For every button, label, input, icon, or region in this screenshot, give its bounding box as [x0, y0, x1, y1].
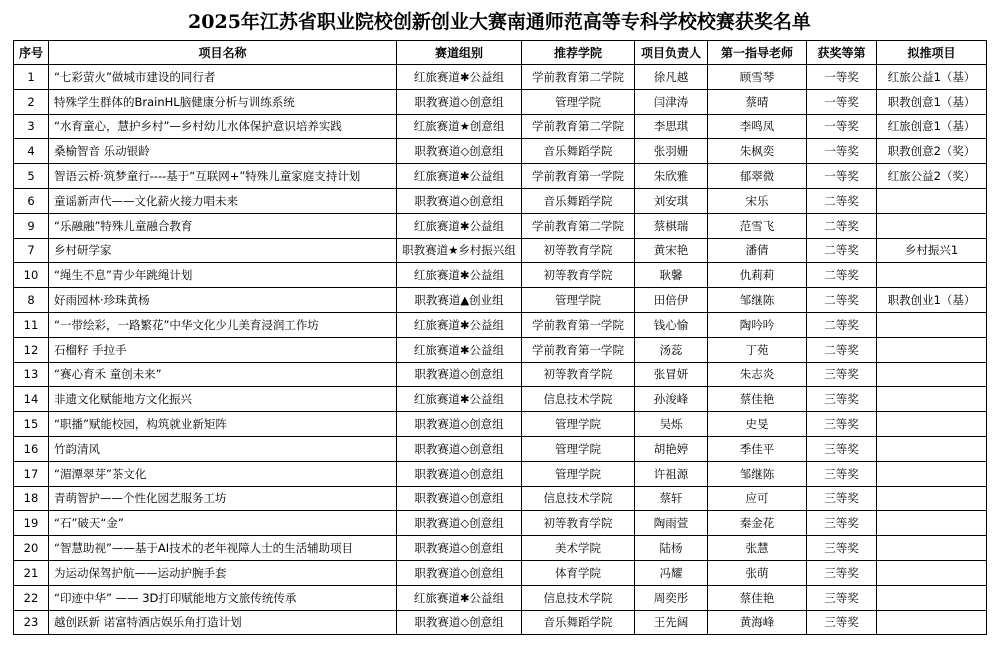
cell-recommend [877, 213, 987, 238]
cell-award: 二等奖 [807, 238, 877, 263]
table-row [14, 288, 987, 313]
cell-advisor: 邹继陈 [708, 461, 807, 486]
cell-name: 好雨园林·珍珠黄杨 [49, 288, 397, 313]
cell-leader: 许祖源 [635, 461, 708, 486]
cell-award: 三等奖 [807, 585, 877, 610]
cell-name: 童谣新声代——文化薪火接力唱未来 [49, 188, 397, 213]
cell-track: 红旅赛道★创意组 [397, 114, 522, 139]
cell-name: 乡村研学家 [49, 238, 397, 263]
cell-advisor: 潘倩 [708, 238, 807, 263]
cell-track: 红旅赛道✱公益组 [397, 164, 522, 189]
cell-name: “职播”赋能校园，构筑就业新矩阵 [49, 412, 397, 437]
cell-no: 14 [14, 387, 49, 412]
cell-college: 音乐舞蹈学院 [522, 610, 635, 635]
cell-advisor: 仇莉莉 [708, 263, 807, 288]
cell-no: 4 [14, 139, 49, 164]
table-row [14, 610, 987, 635]
cell-leader: 朱欣雅 [635, 164, 708, 189]
cell-leader: 张羽姗 [635, 139, 708, 164]
cell-leader: 耿馨 [635, 263, 708, 288]
cell-leader: 张冒妍 [635, 362, 708, 387]
cell-advisor: 郁翠微 [708, 164, 807, 189]
cell-name: “水育童心，慧护乡村”—乡村幼儿水体保护意识培养实践 [49, 114, 397, 139]
cell-leader: 胡艳婷 [635, 436, 708, 461]
table-row [14, 114, 987, 139]
cell-recommend [877, 387, 987, 412]
cell-college: 初等教育学院 [522, 362, 635, 387]
table-row [14, 238, 987, 263]
cell-recommend: 职教创业1（基） [877, 288, 987, 313]
cell-name: “赛心育禾 童创未来” [49, 362, 397, 387]
cell-recommend: 职教创意1（基） [877, 89, 987, 114]
header-track: 赛道组别 [397, 41, 522, 65]
header-project-name: 项目名称 [49, 41, 397, 65]
cell-college: 音乐舞蹈学院 [522, 139, 635, 164]
cell-no: 5 [14, 164, 49, 189]
cell-college: 管理学院 [522, 436, 635, 461]
table-row [14, 337, 987, 362]
cell-track: 职教赛道◇创意组 [397, 188, 522, 213]
cell-advisor: 邹继陈 [708, 288, 807, 313]
cell-college: 管理学院 [522, 461, 635, 486]
cell-advisor: 应可 [708, 486, 807, 511]
cell-college: 信息技术学院 [522, 486, 635, 511]
cell-award: 一等奖 [807, 89, 877, 114]
cell-recommend [877, 585, 987, 610]
cell-advisor: 陶吟吟 [708, 312, 807, 337]
cell-advisor: 张萌 [708, 560, 807, 585]
cell-recommend [877, 436, 987, 461]
cell-college: 信息技术学院 [522, 585, 635, 610]
document-title: 2025年江苏省职业院校创新创业大赛南通师范高等专科学校校赛获奖名单 [188, 11, 811, 33]
cell-award: 一等奖 [807, 139, 877, 164]
cell-recommend [877, 511, 987, 536]
cell-track: 职教赛道◇创意组 [397, 560, 522, 585]
cell-no: 21 [14, 560, 49, 585]
table-row [14, 89, 987, 114]
cell-advisor: 史旻 [708, 412, 807, 437]
cell-track: 职教赛道◇创意组 [397, 536, 522, 561]
cell-track: 职教赛道★乡村振兴组 [397, 238, 522, 263]
award-list-table [13, 40, 987, 635]
cell-track: 红旅赛道✱公益组 [397, 312, 522, 337]
header-no: 序号 [14, 41, 49, 65]
cell-award: 二等奖 [807, 188, 877, 213]
cell-recommend [877, 263, 987, 288]
cell-name: “湄潭翠芽”茶文化 [49, 461, 397, 486]
cell-name: “乐融融”特殊儿童融合教育 [49, 213, 397, 238]
cell-recommend [877, 560, 987, 585]
cell-college: 初等教育学院 [522, 238, 635, 263]
header-row [14, 41, 987, 65]
cell-award: 三等奖 [807, 362, 877, 387]
cell-college: 音乐舞蹈学院 [522, 188, 635, 213]
cell-award: 三等奖 [807, 387, 877, 412]
cell-college: 管理学院 [522, 89, 635, 114]
cell-name: “一带绘彩，一路繁花”中华文化少儿美育浸润工作坊 [49, 312, 397, 337]
cell-leader: 徐凡越 [635, 65, 708, 90]
cell-advisor: 李鸣凤 [708, 114, 807, 139]
header-award: 获奖等第 [807, 41, 877, 65]
header-college: 推荐学院 [522, 41, 635, 65]
cell-award: 三等奖 [807, 412, 877, 437]
cell-recommend [877, 412, 987, 437]
cell-recommend [877, 337, 987, 362]
table-row [14, 412, 987, 437]
cell-award: 三等奖 [807, 461, 877, 486]
header-leader: 项目负责人 [635, 41, 708, 65]
cell-no: 6 [14, 188, 49, 213]
table-row [14, 362, 987, 387]
cell-advisor: 季佳平 [708, 436, 807, 461]
cell-award: 二等奖 [807, 337, 877, 362]
cell-college: 管理学院 [522, 412, 635, 437]
cell-advisor: 蔡晴 [708, 89, 807, 114]
cell-recommend: 红旅公益2（奖） [877, 164, 987, 189]
cell-leader: 孙浚峰 [635, 387, 708, 412]
cell-leader: 黄宋艳 [635, 238, 708, 263]
cell-advisor: 黄海峰 [708, 610, 807, 635]
cell-award: 二等奖 [807, 263, 877, 288]
cell-name: “七彩萤火”做城市建设的同行者 [49, 65, 397, 90]
cell-track: 职教赛道◇创意组 [397, 436, 522, 461]
table-row [14, 585, 987, 610]
cell-award: 一等奖 [807, 114, 877, 139]
cell-college: 学前教育第一学院 [522, 337, 635, 362]
cell-no: 18 [14, 486, 49, 511]
cell-track: 职教赛道▲创业组 [397, 288, 522, 313]
cell-leader: 李思琪 [635, 114, 708, 139]
cell-award: 二等奖 [807, 312, 877, 337]
cell-name: 为运动保驾护航——运动护腕手套 [49, 560, 397, 585]
cell-name: 越创跃新 诺富特酒店娱乐角打造计划 [49, 610, 397, 635]
cell-advisor: 秦金花 [708, 511, 807, 536]
cell-no: 13 [14, 362, 49, 387]
cell-no: 23 [14, 610, 49, 635]
cell-name: “石”破天“金” [49, 511, 397, 536]
cell-recommend [877, 461, 987, 486]
cell-advisor: 丁苑 [708, 337, 807, 362]
table-row [14, 560, 987, 585]
cell-track: 职教赛道◇创意组 [397, 139, 522, 164]
cell-leader: 周奕彤 [635, 585, 708, 610]
cell-track: 职教赛道◇创意组 [397, 412, 522, 437]
cell-award: 三等奖 [807, 560, 877, 585]
cell-recommend: 乡村振兴1 [877, 238, 987, 263]
cell-advisor: 宋乐 [708, 188, 807, 213]
cell-college: 学前教育第一学院 [522, 164, 635, 189]
cell-name: 竹韵清风 [49, 436, 397, 461]
cell-advisor: 朱志炎 [708, 362, 807, 387]
cell-college: 初等教育学院 [522, 511, 635, 536]
cell-advisor: 顾雪琴 [708, 65, 807, 90]
cell-college: 管理学院 [522, 288, 635, 313]
cell-name: 石榴籽 手拉手 [49, 337, 397, 362]
cell-no: 3 [14, 114, 49, 139]
cell-advisor: 蔡佳艳 [708, 387, 807, 412]
cell-no: 2 [14, 89, 49, 114]
cell-college: 学前教育第二学院 [522, 114, 635, 139]
cell-college: 初等教育学院 [522, 263, 635, 288]
cell-name: “智慧助视”——基于AI技术的老年视障人士的生活辅助项目 [49, 536, 397, 561]
cell-no: 12 [14, 337, 49, 362]
cell-name: 非遗文化赋能地方文化振兴 [49, 387, 397, 412]
cell-name: 特殊学生群体的BrainHL脑健康分析与训练系统 [49, 89, 397, 114]
header-recommend: 拟推项目 [877, 41, 987, 65]
cell-leader: 钱心愉 [635, 312, 708, 337]
cell-no: 22 [14, 585, 49, 610]
table-row [14, 486, 987, 511]
cell-award: 三等奖 [807, 436, 877, 461]
cell-recommend [877, 536, 987, 561]
cell-advisor: 范雪飞 [708, 213, 807, 238]
cell-leader: 汤蕊 [635, 337, 708, 362]
table-row [14, 188, 987, 213]
cell-award: 三等奖 [807, 536, 877, 561]
cell-leader: 冯耀 [635, 560, 708, 585]
table-row [14, 436, 987, 461]
cell-no: 17 [14, 461, 49, 486]
table-row [14, 536, 987, 561]
cell-name: “绳生不息”青少年跳绳计划 [49, 263, 397, 288]
cell-name: “印迹中华” —— 3D打印赋能地方文旅传统传承 [49, 585, 397, 610]
cell-track: 红旅赛道✱公益组 [397, 263, 522, 288]
cell-no: 7 [14, 238, 49, 263]
cell-recommend [877, 312, 987, 337]
cell-track: 职教赛道◇创意组 [397, 486, 522, 511]
cell-college: 学前教育第二学院 [522, 65, 635, 90]
cell-award: 一等奖 [807, 164, 877, 189]
table-row [14, 213, 987, 238]
cell-leader: 蔡轩 [635, 486, 708, 511]
cell-recommend: 红旅公益1（基） [877, 65, 987, 90]
cell-college: 信息技术学院 [522, 387, 635, 412]
cell-no: 9 [14, 213, 49, 238]
table-header [14, 41, 987, 65]
table-row [14, 312, 987, 337]
cell-name: 青萌智护——个性化园艺服务工坊 [49, 486, 397, 511]
cell-recommend [877, 188, 987, 213]
cell-college: 学前教育第二学院 [522, 213, 635, 238]
cell-award: 三等奖 [807, 486, 877, 511]
table-row [14, 65, 987, 90]
table-row [14, 511, 987, 536]
cell-advisor: 蔡佳艳 [708, 585, 807, 610]
cell-award: 三等奖 [807, 511, 877, 536]
cell-leader: 吴烁 [635, 412, 708, 437]
cell-no: 20 [14, 536, 49, 561]
cell-leader: 王先阔 [635, 610, 708, 635]
cell-recommend: 职教创意2（奖） [877, 139, 987, 164]
cell-recommend: 红旅创意1（基） [877, 114, 987, 139]
table-row [14, 387, 987, 412]
cell-college: 学前教育第一学院 [522, 312, 635, 337]
header-advisor: 第一指导老师 [708, 41, 807, 65]
cell-no: 11 [14, 312, 49, 337]
cell-track: 职教赛道◇创意组 [397, 610, 522, 635]
cell-recommend [877, 362, 987, 387]
cell-track: 红旅赛道✱公益组 [397, 65, 522, 90]
cell-track: 红旅赛道✱公益组 [397, 337, 522, 362]
cell-leader: 闫津涛 [635, 89, 708, 114]
cell-track: 职教赛道◇创意组 [397, 362, 522, 387]
cell-leader: 陆杨 [635, 536, 708, 561]
cell-track: 职教赛道◇创意组 [397, 511, 522, 536]
cell-track: 红旅赛道✱公益组 [397, 387, 522, 412]
cell-no: 1 [14, 65, 49, 90]
cell-name: 智语云桥·筑梦童行----基于“互联网+”特殊儿童家庭支持计划 [49, 164, 397, 189]
cell-no: 10 [14, 263, 49, 288]
table-row [14, 461, 987, 486]
cell-award: 二等奖 [807, 288, 877, 313]
cell-college: 美术学院 [522, 536, 635, 561]
cell-recommend [877, 486, 987, 511]
cell-name: 桑榆智音 乐动银龄 [49, 139, 397, 164]
cell-advisor: 张慧 [708, 536, 807, 561]
cell-track: 职教赛道◇创意组 [397, 89, 522, 114]
cell-leader: 田倍伊 [635, 288, 708, 313]
table-row [14, 139, 987, 164]
cell-college: 体育学院 [522, 560, 635, 585]
cell-track: 红旅赛道✱公益组 [397, 585, 522, 610]
cell-award: 一等奖 [807, 65, 877, 90]
cell-leader: 刘安琪 [635, 188, 708, 213]
cell-no: 15 [14, 412, 49, 437]
table-row [14, 164, 987, 189]
cell-track: 职教赛道◇创意组 [397, 461, 522, 486]
cell-no: 19 [14, 511, 49, 536]
cell-no: 16 [14, 436, 49, 461]
cell-recommend [877, 610, 987, 635]
cell-leader: 陶雨萱 [635, 511, 708, 536]
cell-no: 8 [14, 288, 49, 313]
table-body [14, 65, 987, 635]
cell-track: 红旅赛道✱公益组 [397, 213, 522, 238]
cell-leader: 蔡棋瑞 [635, 213, 708, 238]
cell-advisor: 朱枫奕 [708, 139, 807, 164]
cell-award: 二等奖 [807, 213, 877, 238]
cell-award: 三等奖 [807, 610, 877, 635]
table-row [14, 263, 987, 288]
